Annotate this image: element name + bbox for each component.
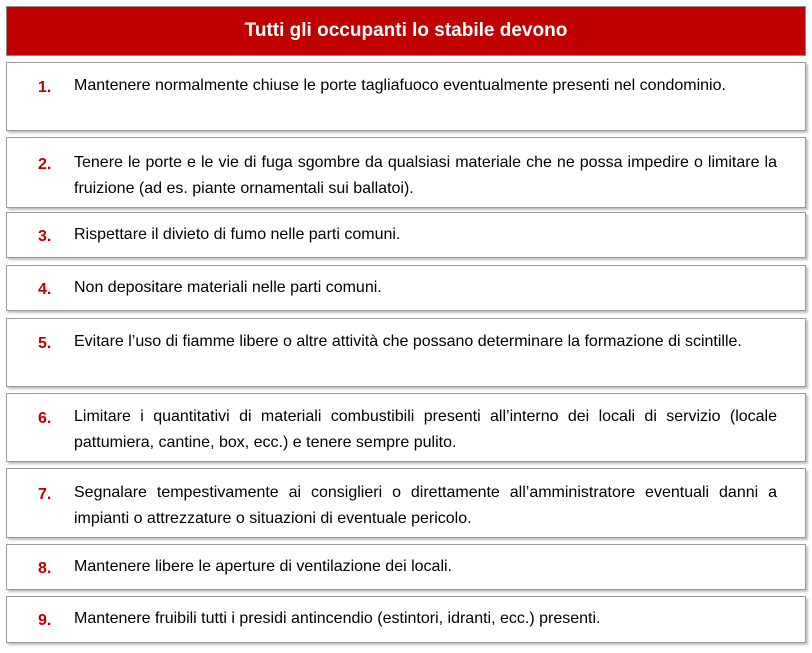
rules-table [6, 6, 806, 648]
rule-item-1 [6, 62, 806, 131]
rule-text: Limitare i quantitativi di materiali combustibili presenti all’interno dei locali di servizio (locale pattumiera, cantine, box, ecc.) e tenere sempre pulito. [74, 408, 777, 451]
rule-number: 4. [38, 281, 52, 298]
rule-text: Non depositare materiali nelle parti comuni. [74, 279, 382, 296]
rule-item-4 [6, 265, 806, 311]
rule-text: Segnalare tempestivamente ai consiglieri o direttamente all’amministratore eventuali danni a impianti o attrezzature o situazioni di eventuale pericolo. [74, 484, 777, 527]
rule-number: 2. [38, 156, 52, 173]
rule-number: 1. [38, 79, 52, 96]
rule-item-6 [6, 393, 806, 462]
table-title: Tutti gli occupanti lo stabile devono [244, 20, 568, 41]
rule-number: 5. [38, 335, 52, 352]
rule-number: 9. [38, 612, 52, 629]
rule-number: 8. [38, 560, 52, 577]
rule-item-7 [6, 468, 806, 538]
rule-text: Mantenere fruibili tutti i presidi antincendio (estintori, idranti, ecc.) presenti. [74, 610, 601, 627]
rule-number: 6. [38, 410, 52, 427]
rule-item-5 [6, 318, 806, 387]
rule-item-9 [6, 596, 806, 643]
rule-text: Rispettare il divieto di fumo nelle parti comuni. [74, 226, 401, 243]
rule-text: Evitare l’uso di fiamme libere o altre attività che possano determinare la formazione di scintille. [74, 333, 742, 350]
rule-text: Mantenere normalmente chiuse le porte tagliafuoco eventualmente presenti nel condominio. [74, 77, 726, 94]
rule-text: Mantenere libere le aperture di ventilazione dei locali. [74, 558, 452, 575]
rule-number: 7. [38, 486, 52, 503]
rule-number: 3. [38, 228, 52, 245]
rule-item-8 [6, 544, 806, 590]
table-header [6, 6, 806, 56]
rule-text: Tenere le porte e le vie di fuga sgombre da qualsiasi materiale che ne possa impedire o limitare la fruizione (ad es. piante ornamentali sui ballatoi). [74, 154, 777, 197]
rule-item-3 [6, 212, 806, 258]
rule-item-2 [6, 137, 806, 208]
